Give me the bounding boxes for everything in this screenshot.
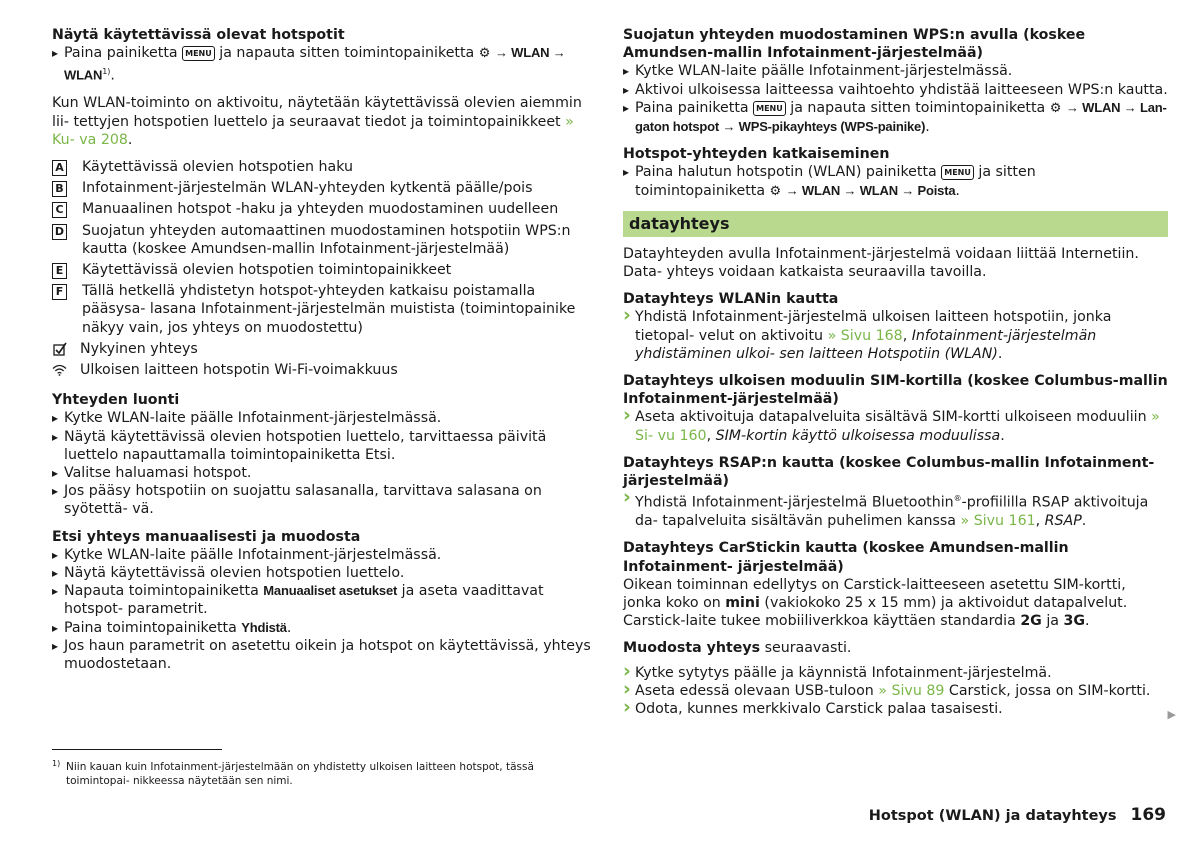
- footnote: [52, 760, 592, 788]
- wps-step: ▸ Aktivoi ulkoisessa laitteessa vaihtoehto yhdistää laitteeseen WPS:n kautta.: [623, 81, 1168, 99]
- section-heading-datayhteys: datayhteys: [623, 211, 1168, 237]
- figure-link[interactable]: » Ku- va 208: [52, 113, 574, 148]
- wps-step: ▸ Kytke WLAN-laite päälle Infotainment-järjestelmässä.: [623, 62, 1168, 80]
- page-link[interactable]: » Si- vu 160: [635, 409, 1160, 444]
- legend-item: D Suojatun yhteyden automaattinen muodostaminen hotspotiin WPS:n kautta (koskee Amundsen-mallin Infotainment-järjestelmää): [52, 222, 592, 258]
- menu-key-icon: MENU: [182, 46, 215, 61]
- connect-heading: Yhteyden luonti: [52, 392, 180, 409]
- menu-key-icon: MENU: [941, 165, 974, 180]
- rsap-data-step: › Yhdistä Infotainment-järjestelmä Bluetoothin®-profiililla RSAP aktivoituja da- tapalveluita sisältävän puhelimen kanssa » Sivu 161, RSAP.: [623, 490, 1168, 530]
- create-step: › Odota, kunnes merkkivalo Carstick palaa tasaisesti.: [623, 700, 1168, 718]
- footer-title: Hotspot (WLAN) ja datayhteys: [868, 808, 1117, 824]
- page-footer: [869, 805, 1166, 825]
- legend-key: A: [52, 160, 67, 176]
- connect-step: ▸ Kytke WLAN-laite päälle Infotainment-järjestelmässä.: [52, 409, 592, 427]
- wps-heading: Suojatun yhteyden muodostaminen WPS:n avulla (koskee Amundsen-mallin Infotainment-järjestelmää): [623, 27, 1086, 62]
- legend-list: [52, 158, 592, 337]
- wps-step: ▸ Paina painiketta MENU ja napauta sitten toimintopainiketta ⚙ → WLAN → Lan- gaton hotspot → WPS-pikayhteys (WPS-painike).: [623, 99, 1168, 136]
- menu-key-icon: MENU: [753, 101, 786, 116]
- page-link[interactable]: » Sivu 161: [960, 513, 1036, 530]
- continue-arrow-icon: ▶: [1167, 708, 1176, 721]
- legend-key: F: [52, 284, 67, 300]
- rsap-data-heading: Datayhteys RSAP:n kautta (koskee Columbus-mallin Infotainment- järjestelmää): [623, 454, 1155, 490]
- legend-item: B Infotainment-järjestelmän WLAN-yhteyden kytkentä päälle/pois: [52, 179, 592, 197]
- right-column: [623, 26, 1168, 718]
- manual-step: ▸ Näytä käytettävissä olevien hotspotien luettelo.: [52, 564, 592, 582]
- page-link[interactable]: » Sivu 168: [827, 327, 903, 344]
- show-hotspots-step: ▸ Paina painiketta MENU ja napauta sitten toimintopainiketta ⚙ → WLAN → $WLAN^{1)}$.: [52, 44, 592, 85]
- disconnect-heading: Hotspot-yhteyden katkaiseminen: [623, 146, 890, 163]
- section-intro: Datayhteyden avulla Infotainment-järjestelmä voidaan liittää Internetiin. Data- yhteys voidaan katkaista seuraavilla tavoilla.: [623, 245, 1139, 281]
- disconnect-step: ▸ Paina halutun hotspotin (WLAN) painiketta MENU ja sitten toimintopainiketta ⚙ → WLAN → WLAN → Poista.: [623, 163, 1168, 200]
- settings-gear-icon: ⚙: [769, 183, 782, 199]
- checkbox-check-icon: [52, 340, 67, 358]
- connect-step: ▸ Valitse haluamasi hotspot.: [52, 464, 592, 482]
- manual-step: ▸ Kytke WLAN-laite päälle Infotainment-järjestelmässä.: [52, 546, 592, 564]
- carstick-paragraph: Oikean toiminnan edellytys on Carstick-laitteeseen asetettu SIM-kortti, jonka koko on mini (vakiokoko 25 x 15 mm) ja aktivoidut datapalvelut. Carstick-laite tukee mobiiliverkkoa käyttäen standardia 2G ja 3G.: [623, 576, 1128, 630]
- legend-key: C: [52, 202, 67, 218]
- wlan-data-step: › Yhdistä Infotainment-järjestelmä ulkoisen laitteen hotspotiin, jonka tietopal- velut on aktivoitu » Sivu 168, Infotainment-järjestelmän yhdistäminen ulkoi- sen laitteen Hotspotiin (WLAN).: [623, 308, 1168, 363]
- settings-gear-icon: ⚙: [478, 46, 491, 62]
- legend-item: F Tällä hetkellä yhdistetyn hotspot-yhteyden katkaisu poistamalla pääsysa- lasana Infotainment-järjestelmän muistista (toimintopainike näkyy vain, jos yhteys on muodostettu): [52, 282, 592, 337]
- legend-item: E Käytettävissä olevien hotspotien toimintopainikkeet: [52, 261, 592, 279]
- carstick-data-heading: Datayhteys CarStickin kautta (koskee Amundsen-mallin Infotainment- järjestelmää): [623, 540, 1069, 575]
- manual-heading: Etsi yhteys manuaalisesti ja muodosta: [52, 528, 361, 545]
- page-link[interactable]: » Sivu 89: [878, 682, 945, 699]
- legend-key: E: [52, 263, 67, 279]
- page-number: 169: [1130, 805, 1166, 825]
- footnote-divider: [52, 749, 222, 750]
- settings-gear-icon: ⚙: [1049, 100, 1062, 116]
- wifi-signal-icon: [52, 361, 67, 379]
- sim-data-step: › Aseta aktivoituja datapalveluita sisältävä SIM-kortti ulkoiseen moduuliin » Si- vu 160, SIM-kortin käyttö ulkoisessa moduulissa.: [623, 408, 1168, 444]
- create-connection-intro: Muodosta yhteys seuraavasti.: [623, 640, 852, 657]
- manual-settings-button-label: Manuaaliset asetukset: [263, 583, 398, 599]
- connect-step: ▸ Jos pääsy hotspotiin on suojattu salasanalla, tarvittava salasana on syötettä- vä.: [52, 482, 592, 518]
- connect-step: ▸ Näytä käytettävissä olevien hotspotien luettelo, tarvittaessa päivitä luettelo napauttamalla toimintopainiketta Etsi.: [52, 428, 592, 464]
- intro-paragraph: Kun WLAN-toiminto on aktivoitu, näytetään käytettävissä olevien aiemmin lii- tettyjen hotspotien luettelo ja seuraavat tiedot ja toimintopainikkeet » Ku- va 208.: [52, 95, 582, 148]
- show-hotspots-heading: Näytä käytettävissä olevat hotspotit: [52, 27, 345, 43]
- symbol-item: Ulkoisen laitteen hotspotin Wi-Fi-voimakkuus: [52, 361, 592, 379]
- symbol-item: Nykyinen yhteys: [52, 340, 592, 358]
- manual-step: ▸ Napauta toimintopainiketta Manuaaliset asetukset ja aseta vaadittavat hotspot- parametrit.: [52, 582, 592, 618]
- manual-step: ▸ Jos haun parametrit on asetettu oikein ja hotspot on käytettävissä, yhteys muodostetaan.: [52, 637, 592, 673]
- create-step: › Kytke sytytys päälle ja käynnistä Infotainment-järjestelmä.: [623, 664, 1168, 682]
- legend-item: C Manuaalinen hotspot -haku ja yhteyden muodostaminen uudelleen: [52, 200, 592, 218]
- legend-key: D: [52, 224, 67, 240]
- create-step: › Aseta edessä olevaan USB-tuloon » Sivu 89 Carstick, jossa on SIM-kortti.: [623, 682, 1168, 700]
- wlan-data-heading: Datayhteys WLANin kautta: [623, 291, 839, 308]
- legend-key: B: [52, 181, 67, 197]
- manual-step: ▸ Paina toimintopainiketta Yhdistä.: [52, 619, 592, 637]
- left-column: [52, 26, 592, 673]
- connect-button-label: Yhdistä: [241, 619, 287, 635]
- footnote-number: 1): [52, 759, 61, 768]
- footnote-text: Niin kauan kuin Infotainment-järjestelmään on yhdistetty ulkoisen laitteen hotspot, tässä toimintopai- nikkeessa näytetään sen nimi.: [66, 761, 534, 787]
- sim-data-heading: Datayhteys ulkoisen moduulin SIM-kortilla (koskee Columbus-mallin Infotainment-järjestelmää): [623, 373, 1168, 408]
- legend-item: A Käytettävissä olevien hotspotien haku: [52, 158, 592, 176]
